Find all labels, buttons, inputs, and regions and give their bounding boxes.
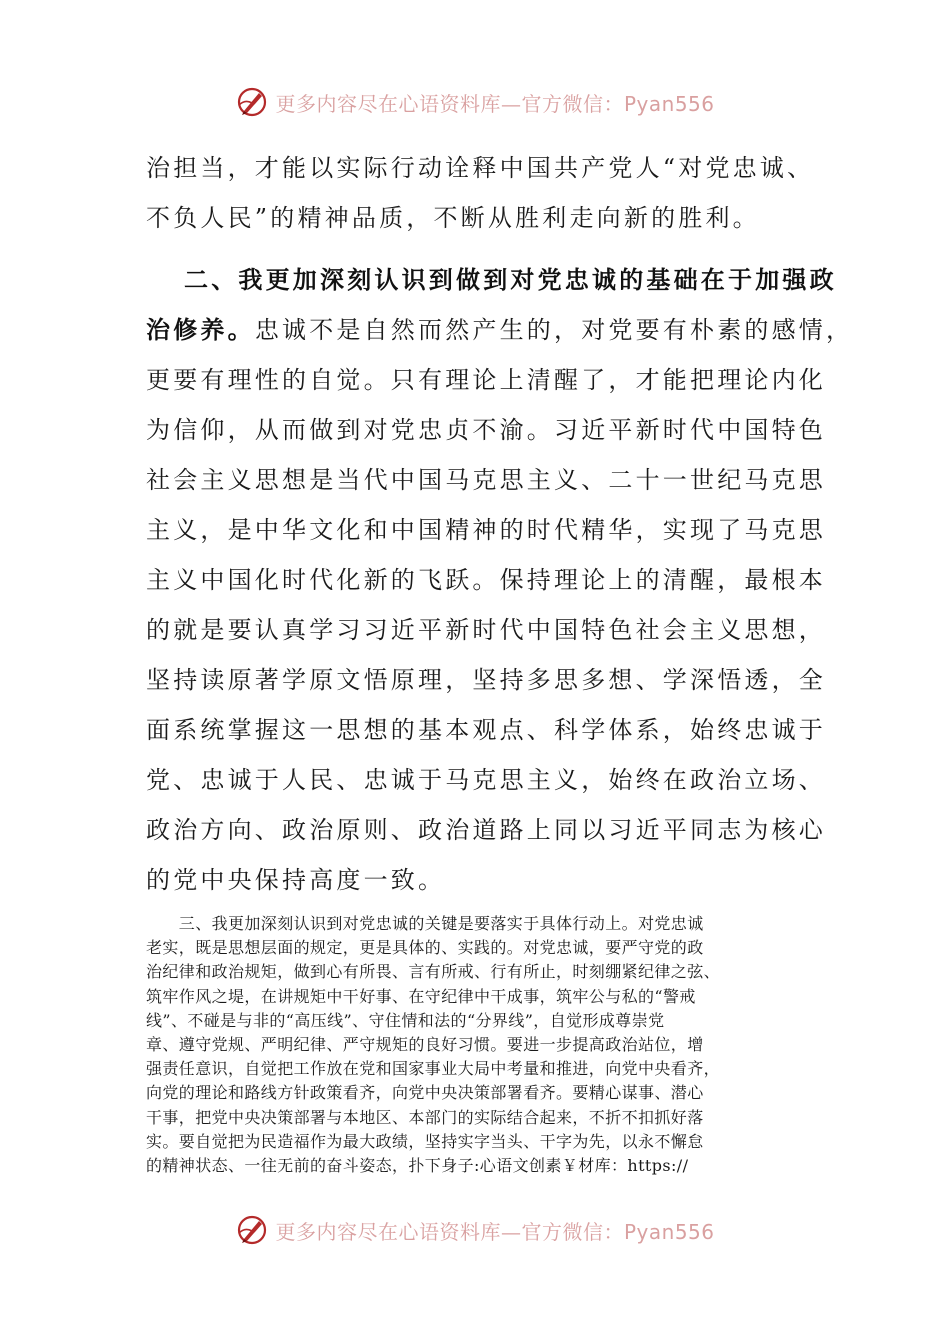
section-two-heading-end: 治修养。 [146,315,255,344]
section-two-heading: 二、我更加深刻认识到做到对党忠诚的基础在于加强政 [184,265,837,294]
text-line: 干事，把党中央决策部署与本地区、本部门的实际结合起来，不折不扣抓好落 [146,1107,704,1127]
text-line: 的就是要认真学习习近平新时代中国特色社会主义思想， [146,616,826,644]
text-line: 向党的理论和路线方针政策看齐，向党中央决策部署看齐。要精心谋事、潜心 [146,1083,704,1103]
paragraph-section-two [146,255,854,905]
paragraph-continuation [146,143,815,243]
text-line: 社会主义思想是当代中国马克思主义、二十一世纪马克思 [146,466,826,494]
text-line: 治担当，才能以实际行动诠释中国共产党人“对党忠诚、 [146,154,815,182]
text-line: 政治方向、政治原则、政治道路上同以习近平同志为核心 [146,816,826,844]
wechat-id: Pyan556 [623,91,715,116]
paragraph-section-three [146,912,806,1178]
text-line: 的党中央保持高度一致。 [146,866,446,894]
text-line: 老实，既是思想层面的规定，更是具体的、实践的。对党忠诚，要严守党的政 [146,938,704,958]
text-line: 为信仰，从而做到对党忠贞不渝。习近平新时代中国特色 [146,416,826,444]
text-line: 治修养。忠诚不是自然而然产生的，对党要有朴素的感情， [146,315,854,344]
text-line: 线”、不碰是与非的“高压线”、守住情和法的“分界线”，自觉形成尊崇党 [146,1010,665,1030]
text-line: 治纪律和政治规矩，做到心有所畏、言有所戒、行有所止，时刻绷紧纪律之弦、 [146,962,721,982]
text-line: 强责任意识，自觉把工作放在党和国家事业大局中考量和推进，向党中央看齐， [146,1059,721,1079]
footer-banner [0,1210,950,1250]
text-line: 实。要自觉把为民造福作为最大政绩，坚持实字当头、干字为先，以永不懈怠 [146,1131,704,1151]
text-line: 三、我更加深刻认识到对党忠诚的关键是要落实于具体行动上。对党忠诚 [146,914,704,933]
text-line: 的精神状态、一往无前的奋斗姿态，扑下身子:心语文创素￥材库：https:// [146,1156,689,1176]
text-line: 坚持读原著学原文悟原理，坚持多思多想、学深悟透，全 [146,666,826,694]
wechat-id: Pyan556 [623,1219,715,1244]
header-banner [0,82,950,122]
banner-text: 更多内容尽在心语资料库—官方微信：Pyan556 [275,91,715,116]
text-line: 不负人民”的精神品质，不断从胜利走向新的胜利。 [146,204,760,232]
pen-logo-icon [235,1213,269,1247]
text-line: 党、忠诚于人民、忠诚于马克思主义，始终在政治立场、 [146,766,826,794]
text-line: 筑牢作风之堤，在讲规矩中干好事、在守纪律中干成事，筑牢公与私的“警戒 [146,986,696,1006]
text-line: 主义，是中华文化和中国精神的时代精华，实现了马克思 [146,516,826,544]
banner-text: 更多内容尽在心语资料库—官方微信：Pyan556 [275,1219,715,1244]
text-line: 面系统掌握这一思想的基本观点、科学体系，始终忠诚于 [146,716,826,744]
text-line: 更要有理性的自觉。只有理论上清醒了，才能把理论内化 [146,366,826,394]
pen-logo-icon [235,85,269,119]
text-line: 章、遵守党规、严明纪律、严守规矩的良好习惯。要进一步提高政治站位，增 [146,1035,704,1055]
text-line: 主义中国化时代化新的飞跃。保持理论上的清醒，最根本 [146,566,826,594]
